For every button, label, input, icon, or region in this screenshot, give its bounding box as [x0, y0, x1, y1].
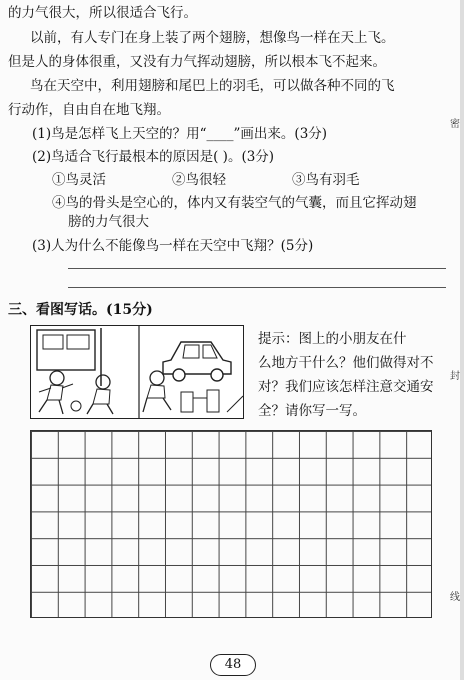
question-2-option-2: ②鸟很轻 [172, 172, 226, 188]
hint-line: 对？我们应该怎样注意交通安 [258, 379, 434, 395]
passage-line: 鸟在天空中，利用翅膀和尾巴上的羽毛，可以做各种不同的飞 [30, 78, 395, 94]
question-2-option-3: ③鸟有羽毛 [292, 172, 360, 188]
answer-line[interactable] [68, 268, 446, 269]
question-2: (2)鸟适合飞行最根本的原因是( )。(3分) [32, 149, 275, 165]
passage-line: 但是人的身体很重，又没有力气挥动翅膀，所以根本飞不起来。 [8, 54, 386, 70]
passage-line: 以前，有人专门在身上装了两个翅膀，想像鸟一样在天上飞。 [30, 30, 395, 46]
side-mark: 线 [450, 592, 460, 603]
hint-line: 提示：图上的小朋友在什 [258, 331, 407, 347]
illustration-art [31, 326, 243, 418]
section-3-title: 三、看图写话。(15分) [8, 302, 153, 318]
side-mark: 密 [450, 119, 460, 130]
traffic-illustration [30, 325, 244, 419]
passage-line: 行动作，自由自在地飞翔。 [8, 102, 170, 118]
question-3: (3)人为什么不能像鸟一样在天空中飞翔？(5分) [32, 238, 314, 254]
hint-line: 么地方干什么？他们做得对不 [258, 355, 434, 371]
passage-line: 的力气很大，所以很适合飞行。 [8, 5, 197, 21]
hint-line: 全？请你写一写。 [258, 403, 366, 419]
question-2-option-4: ④鸟的骨头是空心的，体内又有装空气的气囊，而且它挥动翅 [52, 195, 417, 211]
question-1: (1)鸟是怎样飞上天空的？用“____”画出来。(3分) [32, 126, 328, 142]
answer-line[interactable] [68, 287, 446, 288]
page-number: 48 [210, 654, 256, 676]
question-2-option-1: ①鸟灵活 [52, 172, 106, 188]
binding-margin [460, 0, 464, 680]
side-mark: 封 [450, 371, 460, 382]
question-2-option-4-cont: 膀的力气很大 [68, 214, 149, 230]
writing-grid[interactable] [30, 430, 432, 618]
